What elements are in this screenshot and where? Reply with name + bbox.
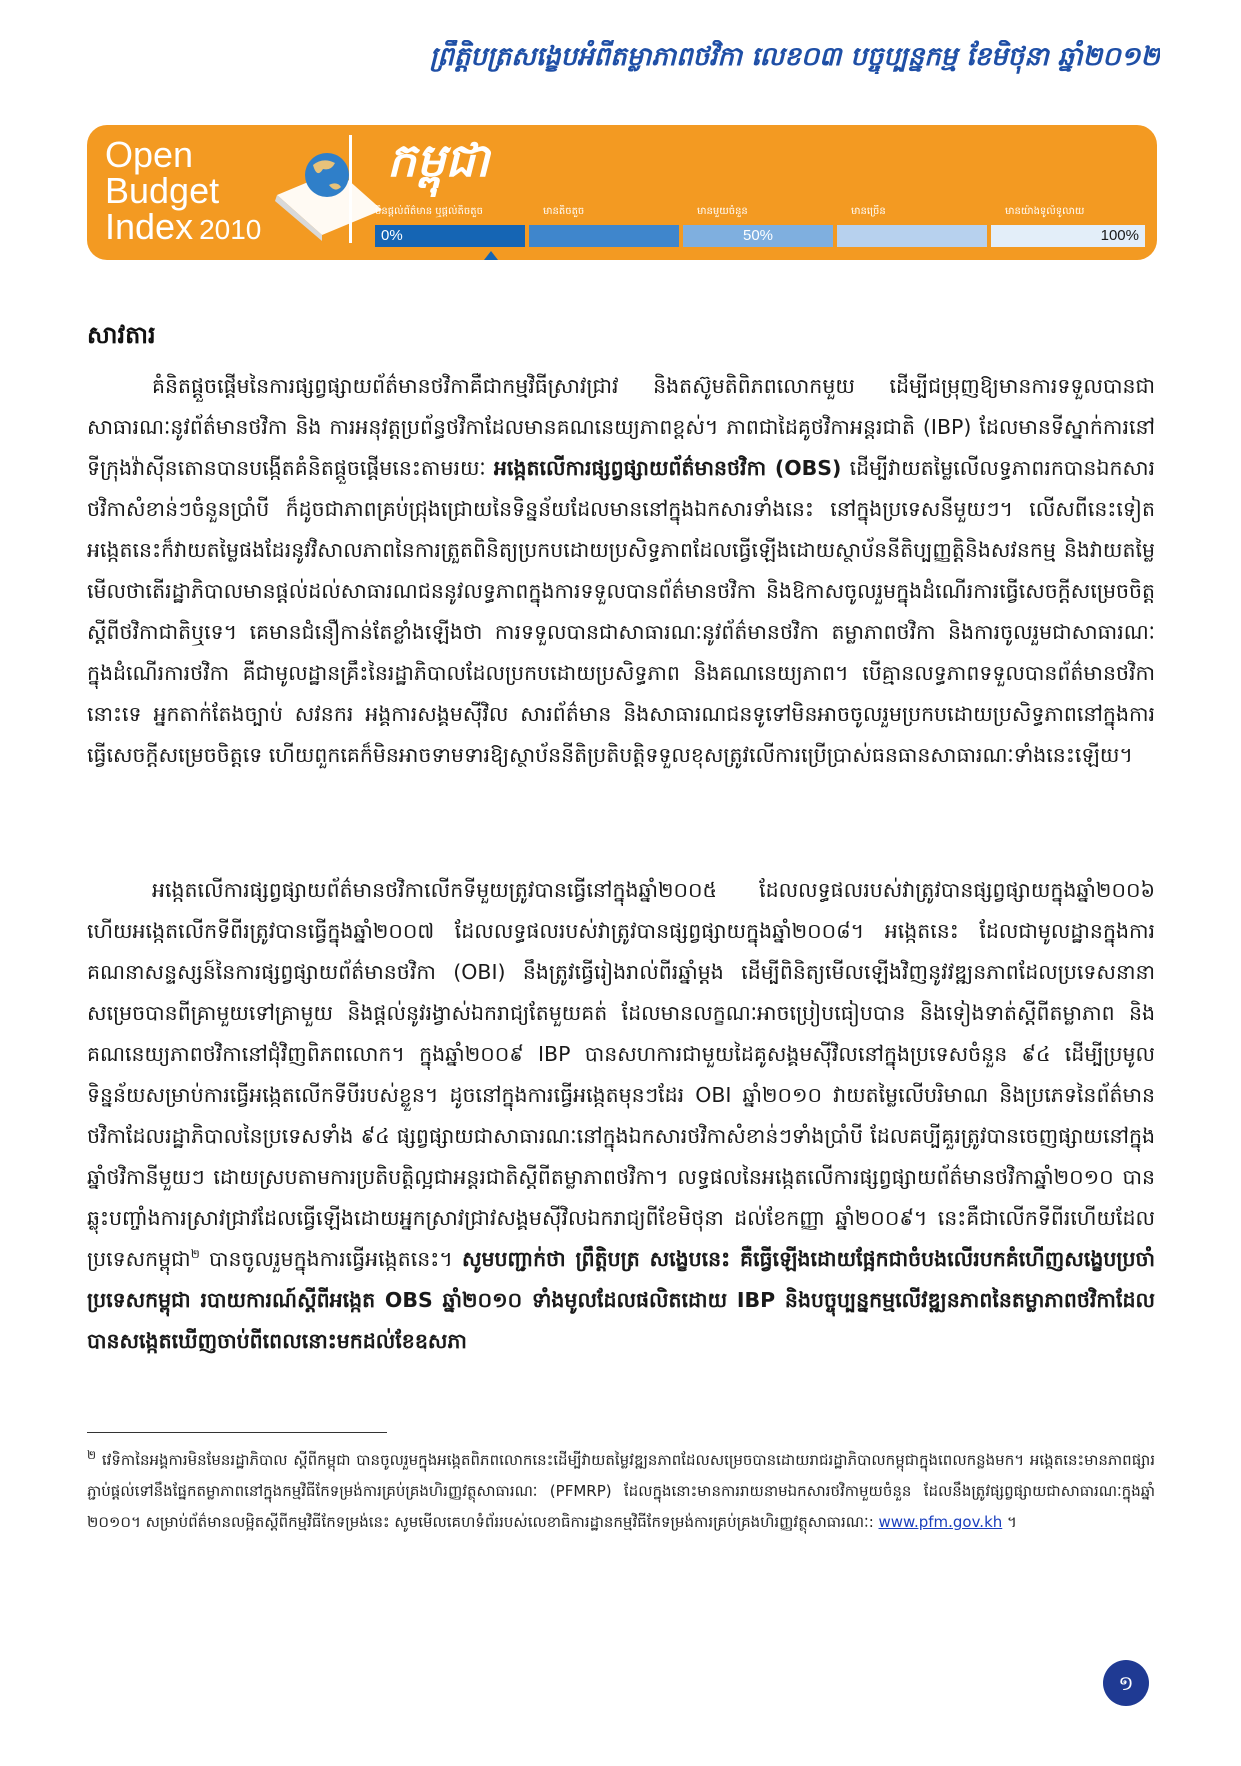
paragraph-1-bold-obs: អង្កេតលើការផ្សព្វផ្សាយព័ត៌មានថវិកា (OBS) [493,456,842,480]
logo-year: 2010 [199,214,262,245]
logo-index-word: Index [105,206,194,247]
pfm-website-link[interactable]: www.pfm.gov.kh [878,1513,1003,1531]
scale-segment-5 [991,225,1145,247]
footnote-reference[interactable]: ២ [190,1247,200,1262]
paragraph-2 [87,870,1155,1390]
paragraph-2-text-a: អង្កេតលើការផ្សព្វផ្សាយព័ត៌មានថវិកាលើកទីមួយត្រូវបានធ្វើនៅក្នុងឆ្នាំ២០០៥ ដែលលទ្ធផលរបស់វាត្រូវបានផ្សព្វផ្សាយក្នុងឆ្នាំ២០០៦ ហើយអង្កេតលើកទីពីរត្រូវបានធ្វើក្នុងឆ្នាំ២០០៧ ដែលលទ្ធផលរបស់វាត្រូវបានផ្សព្វផ្សាយក្នុងឆ្នាំ២០០៨។ អង្កេតនេះ ដែលជាមូលដ្ឋានក្នុងការគណនាសន្ទស្សន៍នៃការផ្សព្វផ្សាយព័ត៌មានថវិកា (OBI) នឹងត្រូវធ្វើរៀងរាល់ពីរឆ្នាំម្តង ដើម្បីពិនិត្យមើលឡើងវិញនូវវឌ្ឍនភាពដែលប្រទេសនានាសម្រេចបានពីគ្រាមួយទៅគ្រាមួយ និងផ្តល់នូវរង្វាស់ឯករាជ្យតែមួយគត់ ដែលមានលក្ខណៈអាចប្រៀបធៀបបាន និងទៀងទាត់ស្តីពីតម្លាភាព និងគណនេយ្យភាពថវិកានៅជុំវិញពិភពលោក។ ក្នុងឆ្នាំ២០០៩ IBP បានសហការជាមួយដៃគូសង្គមស៊ីវិលនៅក្នុងប្រទេសចំនួន ៩៤ ដើម្បីប្រមូលទិន្នន័យសម្រាប់ការធ្វើអង្កេតលើកទីបីរបស់ខ្លួន។ ដូចនៅក្នុងការធ្វើអង្កេតមុនៗដែរ OBI ឆ្នាំ២០១០ វាយតម្លៃលើបរិមាណ និងប្រភេទនៃព័ត៌មានថវិកាដែលរដ្ឋាភិបាលនៃប្រទេសទាំង ៩៤ ផ្សព្វផ្សាយជាសាធារណៈនៅក្នុងឯកសារថវិកាសំខាន់ៗទាំងប្រាំបី ដែលគប្បីគួរត្រូវបានចេញផ្សាយនៅក្នុងឆ្នាំថវិកានីមួយៗ ដោយស្របតាមការប្រតិបត្តិល្អជាអន្តរជាតិស្តីពីតម្លាភាពថវិកា។ លទ្ធផលនៃអង្កេតលើការផ្សព្វផ្សាយព័ត៌មានថវិកាឆ្នាំ២០១០ បានឆ្លុះបញ្ចាំងការស្រាវជ្រាវដែលធ្វើឡើងដោយអ្នកស្រាវជ្រាវសង្គមស៊ីវិលឯករាជ្យពីខែមិថុនា ដល់ខែកញ្ញា ឆ្នាំ២០០៩។ នេះគឺជាលើកទីពីរហើយដែលប្រទេសកម្ពុជា [87,878,1155,1271]
footnote-end: ។ [1002,1513,1017,1531]
paragraph-2-bold-note: សូមបញ្ជាក់ថា ព្រឹត្តិបត្រ សង្ខេបនេះ គឺធ្វើឡើងដោយផ្អែកជាចំបងលើរបកគំហើញសង្ខេបប្រចាំប្រទេសកម្ពុជា របាយការណ៍ស្តីពីអង្កេត OBS ឆ្នាំ២០១០ ទាំងមូលដែលផលិតដោយ IBP និងបច្ចុប្បន្នកម្មលើវឌ្ឍនភាពនៃតម្លាភាពថវិកាដែលបានសង្កេតឃើញចាប់ពីពេលនោះមកដល់ខែឧសភា [87,1247,1155,1353]
scale-label-significant: មានច្រើន [851,206,886,217]
obi-score-scale [375,225,1145,247]
scale-label-minimal: មានតិចតួច [543,206,585,217]
paragraph-2-text-b: បានចូលរួមក្នុងការធ្វើអង្កេតនេះ។ [199,1247,462,1271]
logo-line-index [105,206,262,248]
running-header: ព្រឹត្តិបត្រសង្ខេបអំពីតម្លាភាពថវិកា លេខ០៣ បច្ចុប្បន្នកម្ម ខែមិថុនា ឆ្នាំ២០១២ [429,42,1160,72]
scale-segment-2 [529,225,679,247]
scale-label-some: មានមួយចំនួន [697,206,748,217]
footnote-divider [87,1432,387,1433]
obi-banner [87,125,1157,260]
scale-labels [375,205,1145,221]
open-budget-index-logo [105,134,262,248]
banner-divider [349,135,352,243]
paragraph-1-text-c: ដើម្បីវាយតម្លៃលើលទ្ធភាពរកបានឯកសារថវិកាសំខាន់ៗចំនួនប្រាំបី ក៏ដូចជាភាពគ្រប់ជ្រុងជ្រោយនៃទិន្នន័យដែលមាននៅក្នុងឯកសារទាំងនេះ នៅក្នុងប្រទេសនីមួយៗ។ លើសពីនេះទៀត អង្កេតនេះក៏វាយតម្លៃផងដែរនូវវិសាលភាពនៃការត្រួតពិនិត្យប្រកបដោយប្រសិទ្ធភាពដែលធ្វើឡើងដោយស្ថាប័ននីតិប្បញ្ញត្តិនិងសវនកម្ម និងវាយតម្លៃមើលថាតើរដ្ឋាភិបាលមានផ្តល់ដល់សាធារណជននូវលទ្ធភាពក្នុងការទទួលបានព័ត៌មានថវិកា និងឱកាសចូលរួមក្នុងដំណើរការធ្វើសេចក្តីសម្រេចចិត្តស្តីពីថវិកាជាតិឬទេ។ គេមានជំនឿកាន់តែខ្លាំងឡើងថា ការទទួលបានជាសាធារណៈនូវព័ត៌មានថវិកា តម្លាភាពថវិកា និងការចូលរួមជាសាធារណៈក្នុងដំណើរការថវិកា គឺជាមូលដ្ឋានគ្រឹះនៃរដ្ឋាភិបាលដែលប្រកបដោយប្រសិទ្ធភាព និងគណនេយ្យភាព។ បើគ្មានលទ្ធភាពទទួលបានព័ត៌មានថវិកានោះទេ អ្នកតាក់តែងច្បាប់ សវនករ អង្គការសង្គមស៊ីវិល សារព័ត៌មាន និងសាធារណជនទូទៅមិនអាចចូលរួមប្រកបដោយប្រសិទ្ធភាពនៅក្នុងការធ្វើសេចក្តីសម្រេចចិត្តទេ ហើយពួកគេក៏មិនអាចទាមទារឱ្យស្ថាប័ននីតិប្រតិបត្តិទទួលខុសត្រូវលើការប្រើប្រាស់ធនធានសាធារណៈទាំងនេះឡើយ។ [87,456,1155,767]
scale-tick-50: 50% [743,227,774,244]
score-marker [484,251,498,260]
scale-label-extensive: មានយ៉ាងទូលំទូលាយ [1005,206,1085,217]
country-name: កម្ពុជា [387,133,490,187]
page-number-badge: ១ [1103,1660,1149,1706]
scale-label-scant: មិនផ្តល់ព័ត៌មាន ឬផ្តល់តិចតួច [375,206,483,217]
section-title: សាវតារ [87,321,156,349]
footnote [87,1445,1155,1605]
footnote-number: ២ [87,1448,97,1462]
logo-line-budget: Budget [105,170,220,211]
paragraph-1 [87,366,1155,866]
logo-line-open: Open [105,134,194,175]
scale-tick-100: 100% [1100,227,1139,244]
scale-segment-3 [683,225,833,247]
paragraph-1-text-a: គំនិតផ្តួចផ្តើមនៃការផ្សព្វផ្សាយព័ត៌មានថវិកាគឺជាកម្មវិធីស្រាវជ្រាវ និងតស៊ូមតិពិភពលោកមួយ ដើម្បីជម្រុញឱ្យមានការទទួលបានជាសាធារណៈនូវព័ត៌មានថវិកា និង ការអនុវត្តប្រព័ន្ធថវិកាដែលមានគណនេយ្យភាពខ្ពស់។ ភាពជាដៃគូថវិកាអន្តរជាតិ (IBP) ដែលមានទីស្នាក់ការនៅទីក្រុងវ៉ាស៊ីនតោនបានបង្កើតគំនិតផ្តួចផ្តើមនេះតាមរយៈ [87,374,1155,480]
globe-book-icon [267,135,387,245]
scale-tick-0: 0% [381,227,403,244]
scale-segment-1 [375,225,525,247]
footnote-text: វេទិកានៃអង្គការមិនមែនរដ្ឋាភិបាល ស្តីពីកម្ពុជា បានចូលរួមក្នុងអង្កេតពិភពលោកនេះដើម្បីវាយតម្លៃវឌ្ឍនភាពដែលសម្រេចបានដោយរាជរដ្ឋាភិបាលកម្ពុជាក្នុងពេលកន្លងមក។ អង្កេតនេះមានភាពផ្សារភ្ជាប់ផ្តល់ទៅនឹងផ្នែកតម្លាភាពនៅក្នុងកម្មវិធីកែទម្រង់ការគ្រប់គ្រងហិរញ្ញវត្ថុសាធារណៈ (PFMRP) ដែលក្នុងនោះមានការរាយនាមឯកសារថវិកាមួយចំនួន ដែលនឹងត្រូវផ្សព្វផ្សាយជាសាធារណៈក្នុងឆ្នាំ ២០១០។ សម្រាប់ព័ត៌មានលម្អិតស្តីពីកម្មវិធីកែទម្រង់នេះ សូមមើលគេហទំព័ររបស់លេខាធិការដ្ឋានកម្មវិធីកែទម្រង់ការគ្រប់គ្រងហិរញ្ញវត្ថុសាធារណៈ: [87,1451,1155,1531]
scale-segment-4 [837,225,987,247]
